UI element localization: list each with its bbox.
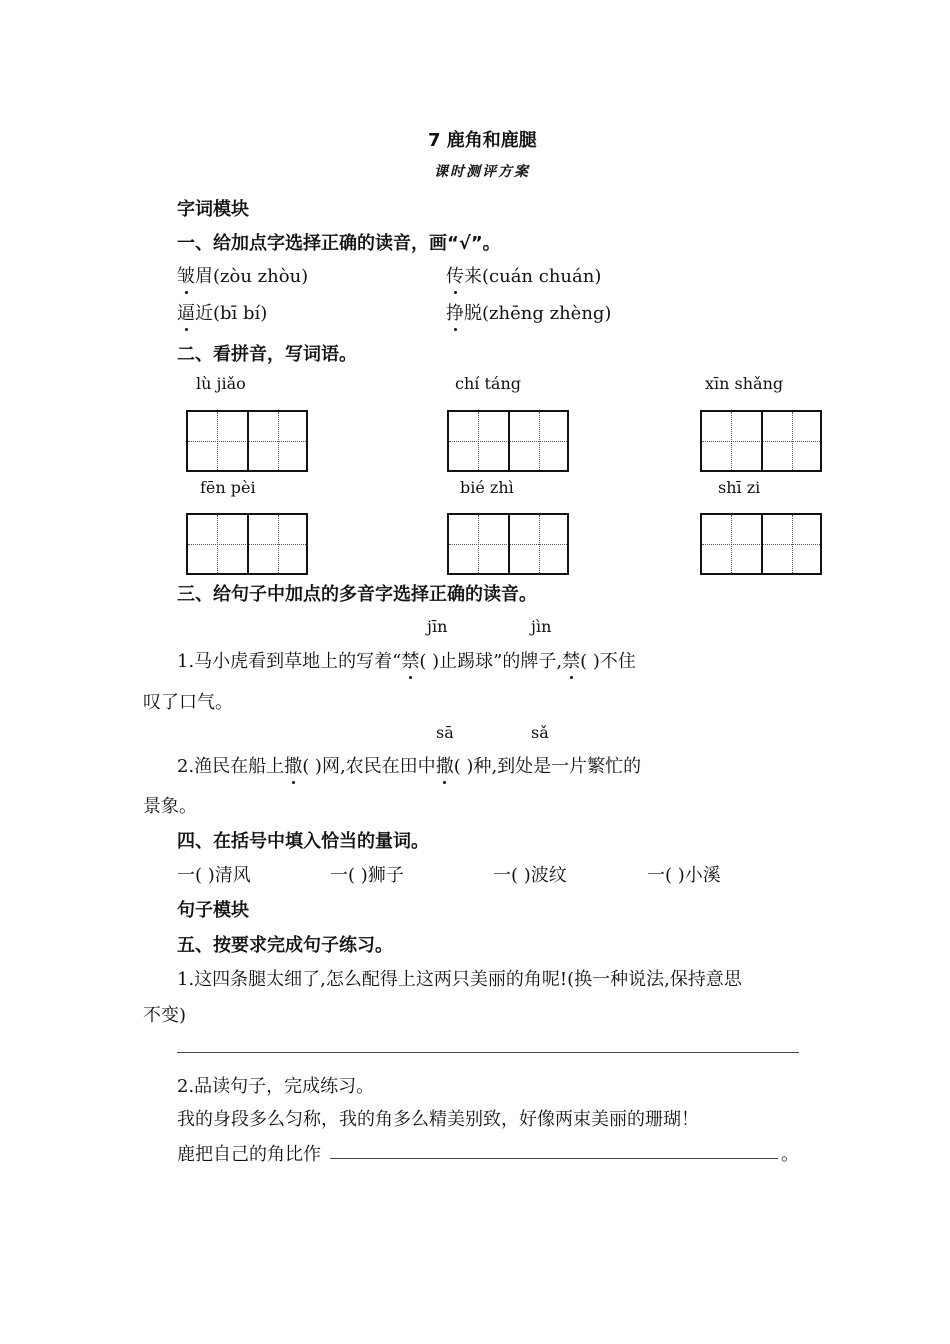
text: 1.马小虎看到草地上的写着“	[177, 651, 402, 672]
page-subtitle: 课时测评方案	[434, 164, 530, 180]
q3-p1-pinyin-2: jìn	[531, 617, 552, 636]
q1-item-1	[177, 262, 308, 288]
answer-line-2[interactable]	[330, 1158, 778, 1159]
q1-heading: 一、给加点字选择正确的读音，画“√”。	[177, 233, 501, 254]
dotted-char: 禁	[562, 647, 580, 673]
q5-item-1-cont: 不变)	[143, 1005, 187, 1026]
pinyin-1: lù jiǎo	[196, 374, 246, 393]
text: ( )止踢球”的牌子,	[419, 651, 563, 672]
pinyin-6: shī zi	[718, 478, 761, 497]
q3-p2-pinyin-1: sā	[436, 723, 454, 742]
q4-item-1: 一( )清风	[177, 865, 251, 886]
q5-heading: 五、按要求完成句子练习。	[177, 935, 393, 956]
dotted-char: 挣	[446, 299, 464, 325]
q5-prompt-end: 。	[781, 1144, 799, 1165]
q5-item-1: 1.这四条腿太细了,怎么配得上这两只美丽的角呢!(换一种说法,保持意思	[177, 969, 742, 990]
text: ( )不住	[580, 651, 636, 672]
q5-quote: 我的身段多么匀称，我的角多么精美别致，好像两束美丽的珊瑚！	[177, 1109, 699, 1130]
q1-item-text: 脱(zhēng zhèng)	[464, 303, 612, 324]
pinyin-4: fēn pèi	[200, 478, 256, 497]
writing-grid-2[interactable]	[447, 410, 569, 472]
q4-item-2: 一( )狮子	[330, 865, 404, 886]
q5-item-2: 2.品读句子，完成练习。	[177, 1076, 375, 1097]
page-title: 7 鹿角和鹿腿	[428, 130, 537, 151]
text: ( )种,到处是一片繁忙的	[453, 756, 642, 777]
q1-item-text: 来(cuán chuán)	[464, 266, 602, 287]
q4-item-3: 一( )波纹	[493, 865, 567, 886]
q1-item-4	[446, 299, 611, 325]
section-sentences: 句子模块	[177, 900, 249, 921]
q3-sentence-2-cont: 景象。	[143, 796, 197, 817]
q5-prompt: 鹿把自己的角比作	[177, 1144, 321, 1165]
text: ( )网,农民在田中	[302, 756, 436, 777]
q3-heading: 三、给句子中加点的多音字选择正确的读音。	[177, 584, 537, 605]
pinyin-5: bié zhì	[460, 478, 514, 497]
q1-item-3	[177, 299, 267, 325]
writing-grid-1[interactable]	[186, 410, 308, 472]
q3-p1-pinyin-1: jīn	[427, 617, 448, 636]
dotted-char: 撒	[436, 752, 454, 778]
q4-item-4: 一( )小溪	[647, 865, 721, 886]
writing-grid-4[interactable]	[186, 513, 308, 575]
q3-sentence-2	[177, 752, 641, 778]
q4-heading: 四、在括号中填入恰当的量词。	[177, 831, 429, 852]
dotted-char: 传	[446, 262, 464, 288]
dotted-char: 皱	[177, 262, 195, 288]
q3-p2-pinyin-2: sǎ	[531, 723, 549, 742]
q1-item-text: 近(bī bí)	[195, 303, 268, 324]
pinyin-2: chí táng	[455, 374, 521, 393]
text: 2.渔民在船上	[177, 756, 285, 777]
dotted-char: 撒	[284, 752, 302, 778]
q1-item-2	[446, 262, 601, 288]
answer-line-1[interactable]	[177, 1052, 799, 1053]
q3-sentence-1-cont: 叹了口气。	[143, 692, 233, 713]
writing-grid-3[interactable]	[700, 410, 822, 472]
writing-grid-6[interactable]	[700, 513, 822, 575]
q2-heading: 二、看拼音，写词语。	[177, 344, 357, 365]
section-words: 字词模块	[177, 199, 249, 220]
writing-grid-5[interactable]	[447, 513, 569, 575]
dotted-char: 逼	[177, 299, 195, 325]
q3-sentence-1	[177, 647, 636, 673]
q1-item-text: 眉(zòu zhòu)	[195, 266, 309, 287]
pinyin-3: xīn shǎng	[705, 374, 784, 393]
dotted-char: 禁	[401, 647, 419, 673]
